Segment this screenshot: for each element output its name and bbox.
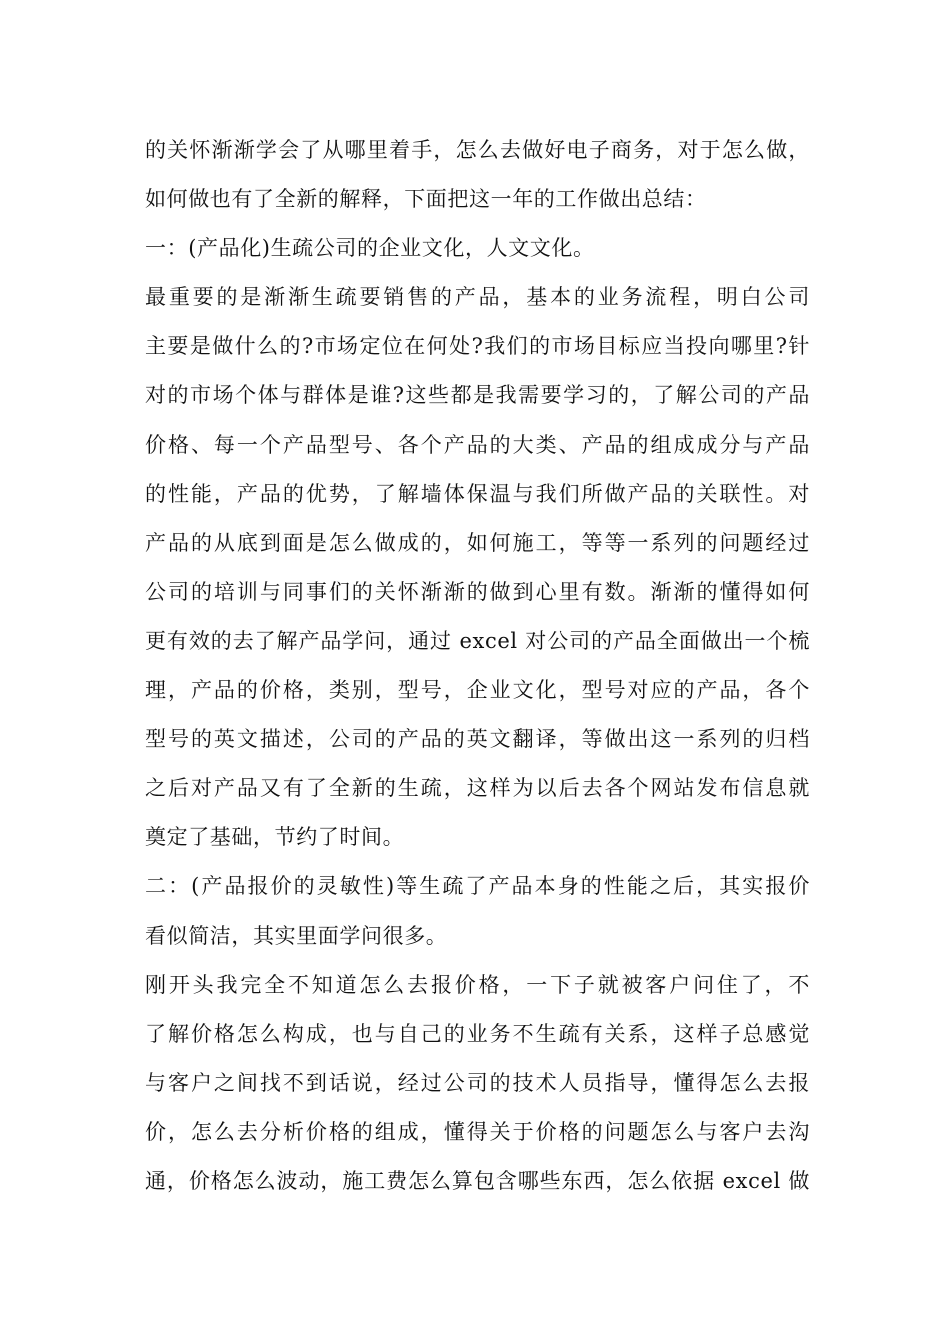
paragraph-line: 更有效的去了解产品学问，通过 excel 对公司的产品全面做出一个梳 — [145, 628, 810, 653]
paragraph-line: 对的市场个体与群体是谁?这些都是我需要学习的，了解公司的产品 — [145, 383, 810, 408]
paragraph-line: 的关怀渐渐学会了从哪里着手，怎么去做好电子商务，对于怎么做， — [145, 138, 810, 162]
paragraph-line: 理，产品的价格，类别，型号，企业文化，型号对应的产品，各个 — [145, 678, 810, 703]
paragraph-line: 主要是做什么的?市场定位在何处?我们的市场目标应当投向哪里?针 — [145, 334, 810, 359]
paragraph-line: 最重要的是渐渐生疏要销售的产品，基本的业务流程，明白公司 — [145, 285, 810, 310]
paragraph-line: 产品的从底到面是怎么做成的，如何施工，等等一系列的问题经过 — [145, 530, 810, 555]
paragraph-line: 的性能，产品的优势，了解墙体保温与我们所做产品的关联性。对 — [145, 481, 810, 506]
paragraph-line: 型号的英文描述，公司的产品的英文翻译，等做出这一系列的归档 — [145, 727, 810, 752]
document-body — [145, 126, 810, 1206]
paragraph-line: 了解价格怎么构成，也与自己的业务不生疏有关系，这样子总感觉 — [145, 1021, 810, 1046]
paragraph-line: 之后对产品又有了全新的生疏，这样为以后去各个网站发布信息就 — [145, 776, 810, 801]
paragraph-line: 看似简洁，其实里面学问很多。 — [145, 923, 448, 948]
paragraph-line: 价格、每一个产品型号、各个产品的大类、产品的组成成分与产品 — [145, 432, 810, 457]
paragraph-line: 奠定了基础，节约了时间。 — [145, 825, 405, 850]
paragraph-line: 二：(产品报价的灵敏性)等生疏了产品本身的性能之后，其实报价 — [145, 874, 810, 899]
paragraph-line: 公司的培训与同事们的关怀渐渐的做到心里有数。渐渐的懂得如何 — [145, 579, 810, 604]
paragraph-line: 与客户之间找不到话说，经过公司的技术人员指导，懂得怎么去报 — [145, 1070, 810, 1095]
paragraph-line: 如何做也有了全新的解释，下面把这一年的工作做出总结： — [145, 187, 707, 212]
paragraph-line: 通，价格怎么波动，施工费怎么算包含哪些东西，怎么依据 excel 做 — [145, 1168, 810, 1193]
paragraph-line: 一：(产品化)生疏公司的企业文化，人文文化。 — [145, 236, 595, 261]
paragraph-line: 刚开头我完全不知道怎么去报价格，一下子就被客户问住了，不 — [145, 972, 810, 997]
paragraph-line: 价，怎么去分析价格的组成，懂得关于价格的问题怎么与客户去沟 — [145, 1119, 810, 1144]
